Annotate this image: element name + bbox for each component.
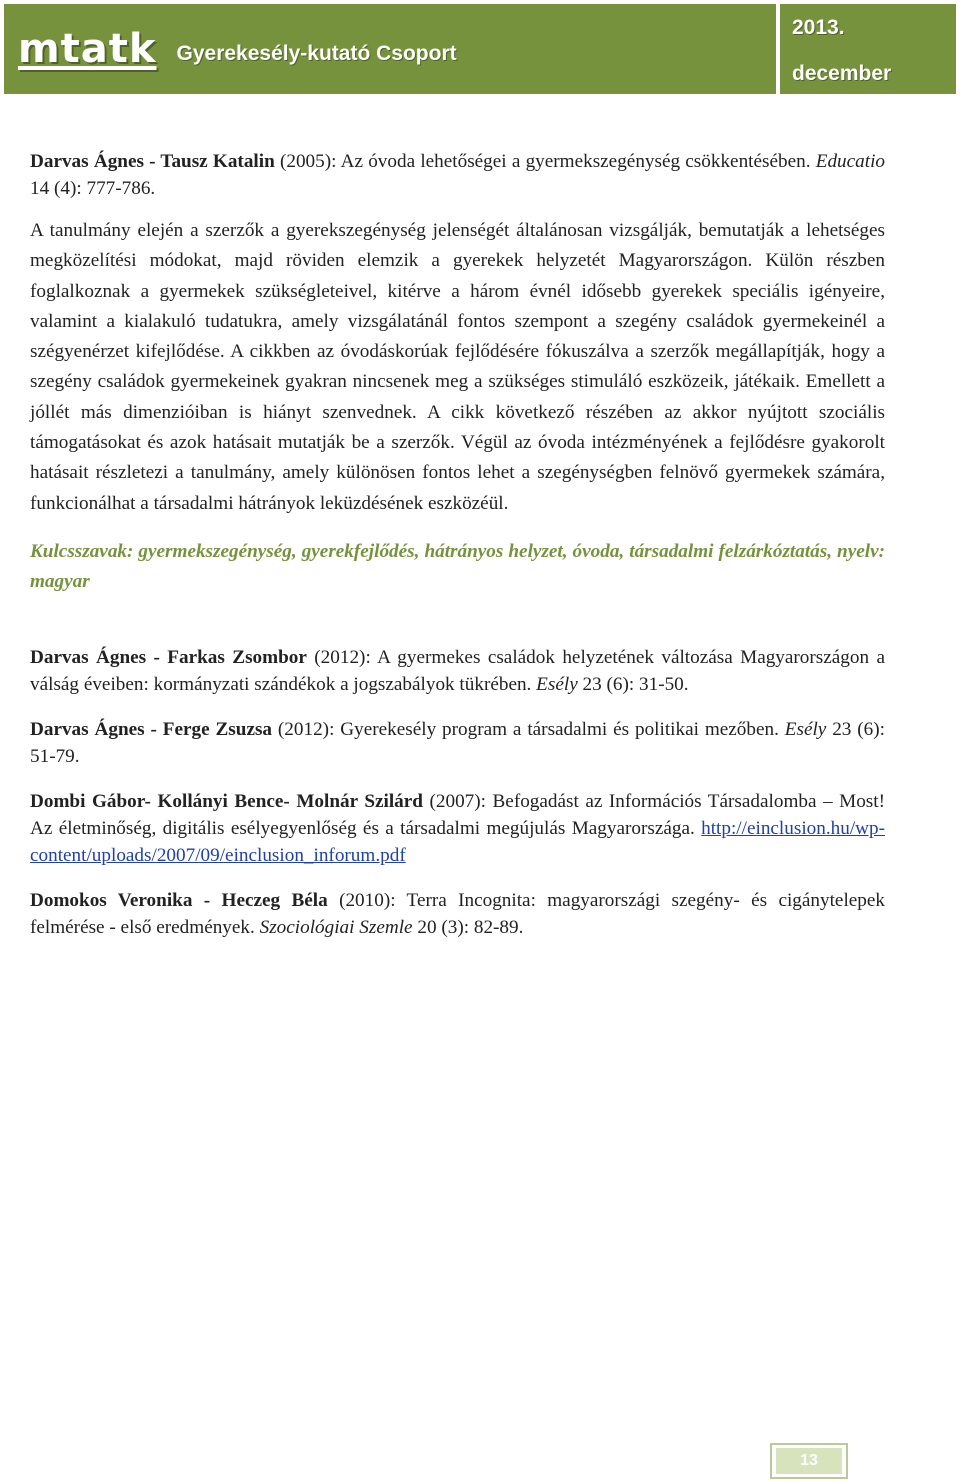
- header-date-panel: [780, 4, 956, 94]
- header-year: 2013.: [792, 16, 845, 39]
- ref-authors: Domokos Veronika - Heczeg Béla: [30, 889, 328, 911]
- ref-journal: Educatio: [815, 151, 885, 172]
- page-number: 13: [776, 1448, 842, 1474]
- ref-title: (2010): Terra Incognita: magyarországi szegény- és cigánytelepek felmérése - első eredmények.: [30, 889, 885, 938]
- reference-darvas-farkas: [30, 644, 885, 698]
- abstract-paragraph: A tanulmány elején a szerzők a gyerekszegénység jelenségét általánosan vizsgálják, bemutatják a lehetséges megközelítési módokat, majd röviden elemzik a gyerekek helyzetét Magyarországon. Külön részben foglalkoznak a gyermekek szükségleteivel, kitérve a három évnél idősebb gyerekek speciális igényeire, valamint a kialakuló tudatukra, amely vizsgálatánál fontos szempont a szegény családok gyermekeinél a szégyenérzet kifejlődése. A cikkben az óvodáskorúak fejlődésére fókuszálva a szerzők megállapítják, hogy a szegény családok gyermekeinek gyakran nincsenek meg a szükséges stimuláló eszközeik, játékaik. Emellett a jóllét más dimenzióiban is hiányt szenvednek. A cikk következő részében az akkor nyújtott szociális támogatásokat és azok hatásait mutatják be a szerzők. Végül az óvoda intézményének a fejlődésre gyakorolt hatásait részletezi a tanulmány, amely különösen fontos lehet a szegénységben felnövő gyermekek számára, funkcionálhat a társadalmi hátrányok leküzdésének eszközéül.: [30, 220, 885, 514]
- group-name: Gyerekesély-kutató Csoport: [176, 42, 457, 65]
- ref-authors: Darvas Ágnes - Farkas Zsombor: [30, 646, 307, 668]
- ref-title: (2007): Befogadást az Információs Társadalomba – Most! Az életminőség, digitális esélyegyenlőség és a társadalmi megújulás Magyarországa.: [30, 790, 885, 839]
- ref-pages: 14 (4): 777-786.: [30, 178, 156, 199]
- ref-pages: 20 (3): 82-89.: [412, 916, 524, 938]
- ref-title: (2012): A gyermekes családok helyzetének változása Magyarországon a válság éveiben: kormányzati szándékok a jogszabályok tükrében.: [30, 646, 885, 695]
- ref-pages: 23 (6): 31-50.: [577, 673, 689, 695]
- reference-darvas-tausz: [30, 148, 885, 202]
- ref-journal: Szociológiai Szemle: [259, 916, 413, 938]
- ref-title: (2005): Az óvoda lehetőségei a gyermekszegénység csökkentésében.: [274, 151, 816, 172]
- ref-pages: 23 (6): 51-79.: [30, 718, 885, 767]
- page-number-box: [770, 1443, 848, 1479]
- reference-dombi-kollanyi-molnar: [30, 788, 885, 869]
- header-month: december: [792, 62, 892, 85]
- ref-authors: Darvas Ágnes - Tausz Katalin: [30, 151, 275, 172]
- page-header: [4, 4, 956, 94]
- document-body: [30, 148, 885, 941]
- mtatk-logo: mtatk: [18, 26, 157, 72]
- header-brand-panel: [4, 4, 776, 94]
- ref-journal: Esély: [536, 673, 578, 695]
- ref-journal: Esély: [784, 718, 827, 740]
- ref-authors: Darvas Ágnes - Ferge Zsuzsa: [30, 718, 273, 740]
- keywords-line: Kulcsszavak: gyermekszegénység, gyerekfejlődés, hátrányos helyzet, óvoda, társadalmi felzárkóztatás, nyelv: magyar: [30, 540, 885, 593]
- ref-url-link[interactable]: http://einclusion.hu/wp-content/uploads/2007/09/einclusion_inforum.pdf: [30, 817, 885, 866]
- reference-darvas-ferge: [30, 716, 885, 770]
- reference-domokos-heczeg: [30, 887, 885, 941]
- ref-authors: Dombi Gábor- Kollányi Bence- Molnár Szilárd: [30, 790, 423, 812]
- ref-title: (2012): Gyerekesély program a társadalmi és politikai mezőben.: [272, 718, 785, 740]
